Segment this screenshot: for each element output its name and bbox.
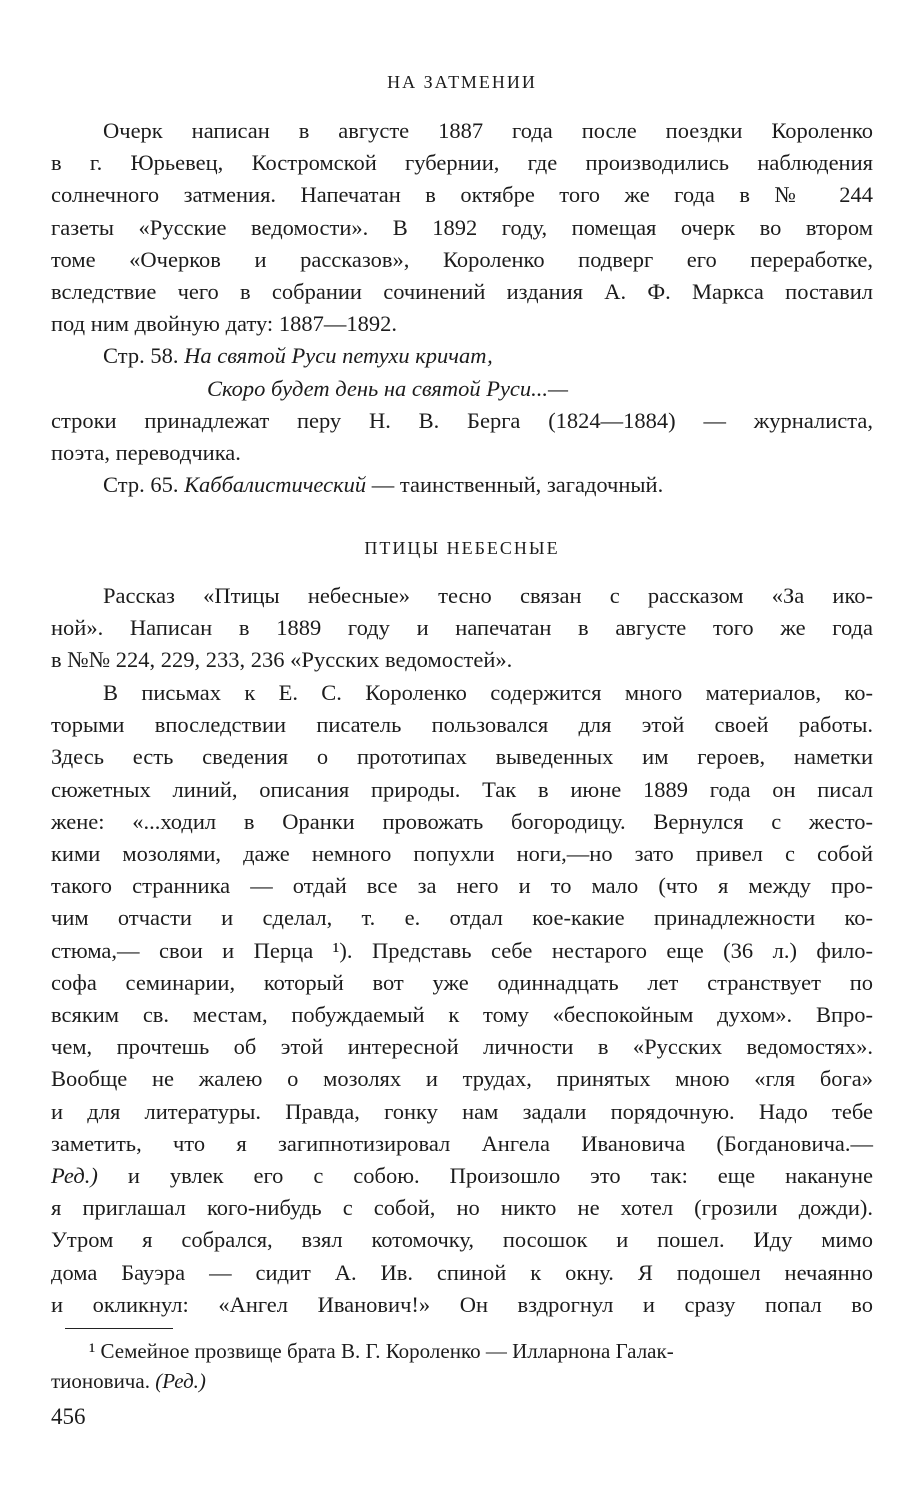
text-line: заметить, что я загипнотизировал Ангела Ивановича (Богдановича.— bbox=[51, 1130, 873, 1156]
text-line: жене: «...ходил в Оранки провожать богородицу. Вернулся с жесто- bbox=[51, 808, 873, 834]
section1-paragraph bbox=[51, 115, 873, 501]
note-term: Каббалистический bbox=[184, 472, 367, 498]
text-line: в г. Юрьевец, Костромской губернии, где производились наблюдения bbox=[51, 150, 873, 176]
text-line bbox=[51, 1160, 873, 1192]
footnote-line: ¹ Семейное прозвище брата В. Г. Короленко — Илларнона Галак- bbox=[89, 1339, 674, 1363]
text-line: Здесь есть сведения о прототипах выведенных им героев, наметки bbox=[51, 744, 873, 770]
page-number: 456 bbox=[51, 1404, 86, 1429]
text-line: сюжетных линий, описания природы. Так в июне 1889 года он писал bbox=[51, 776, 873, 802]
note-definition: — таинственный, загадочный. bbox=[366, 472, 664, 498]
text-line: строки принадлежат перу Н. В. Берга (1824—1884) — журналиста, bbox=[51, 407, 873, 433]
footnote-divider bbox=[65, 1328, 173, 1329]
text-line: Вообще не жалею о мозолях и трудах, принятых мною «гля бога» bbox=[51, 1066, 873, 1092]
section2-paragraph-1 bbox=[51, 580, 873, 677]
section-title-ptitsy-nebesnye: ПТИЦЫ НЕБЕСНЫЕ bbox=[364, 538, 560, 558]
text-line: ной». Написан в 1889 году и напечатан в августе того же года bbox=[51, 615, 873, 641]
text-line: дома Бауэра — сидит А. Ив. спиной к окну. Я подошел нечаянно bbox=[51, 1259, 873, 1285]
note-line bbox=[51, 373, 873, 405]
footnote bbox=[51, 1336, 873, 1396]
footnote-text: тионовича. bbox=[51, 1369, 156, 1393]
text-line: чим отчасти и сделал, т. е. отдал кое-какие принадлежности ко- bbox=[51, 905, 873, 931]
text-line: я приглашал кого-нибудь с собой, но никто не хотел (грозили дожди). bbox=[51, 1195, 873, 1221]
note-line bbox=[51, 469, 873, 501]
note-prefix: Стр. 58. bbox=[103, 343, 179, 369]
text-line: Утром я собрался, взял котомочку, посошок и пошел. Иду мимо bbox=[51, 1227, 873, 1253]
note-prefix: Стр. 65. bbox=[103, 472, 179, 498]
text-line: торыми впоследствии писатель пользовался для этой своей работы. bbox=[51, 712, 873, 738]
text-line: такого странника — отдай все за него и то мало (что я между про- bbox=[51, 873, 873, 899]
verse-line: Скоро будет день на святой Руси...— bbox=[207, 375, 569, 401]
text-line: и окликнул: «Ангел Иванович!» Он вздрогнул и сразу попал во bbox=[51, 1291, 873, 1317]
text-line: под ним двойную дату: 1887—1892. bbox=[51, 311, 397, 337]
footnote-editor-note: (Ред.) bbox=[155, 1369, 206, 1393]
text-line: газеты «Русские ведомости». В 1892 году, помещая очерк во втором bbox=[51, 214, 873, 240]
text-line: Очерк написан в августе 1887 года после поездки Короленко bbox=[103, 118, 873, 143]
text-line: в №№ 224, 229, 233, 236 «Русских ведомостей». bbox=[51, 647, 513, 673]
text-line: кими мозолями, даже немного попухли ноги,—но зато привел с собой bbox=[51, 841, 873, 867]
text-line: вследствие чего в собрании сочинений издания А. Ф. Маркса поставил bbox=[51, 279, 873, 305]
text-line: и для литературы. Правда, гонку нам задали порядочную. Надо тебе bbox=[51, 1098, 873, 1124]
text-line: солнечного затмения. Напечатан в октябре того же года в № 244 bbox=[51, 182, 873, 208]
note-line bbox=[51, 340, 873, 372]
section2-paragraph-2 bbox=[51, 677, 873, 1321]
text-line: софа семинарии, который вот уже одиннадцать лет странствует по bbox=[51, 969, 873, 995]
text-line: томе «Очерков и рассказов», Короленко подверг его переработке, bbox=[51, 246, 873, 272]
editor-note: Ред.) bbox=[51, 1163, 98, 1189]
text-line: Рассказ «Птицы небесные» тесно связан с рассказом «За ико- bbox=[103, 583, 873, 608]
text-line: поэта, переводчика. bbox=[51, 440, 241, 466]
text-line: чем, прочтешь об этой интересной личности в «Русских ведомостях». bbox=[51, 1034, 873, 1060]
text-line: всяким св. местам, побуждаемый к тому «беспокойным духом». Впро- bbox=[51, 1002, 873, 1028]
text-line: стюма,— свои и Перца ¹). Представь себе нестарого еще (36 л.) фило- bbox=[51, 937, 873, 963]
section-title-na-zatmenii: НА ЗАТМЕНИИ bbox=[387, 72, 537, 92]
verse-line: На святой Руси петухи кричат, bbox=[184, 343, 493, 369]
text-line: В письмах к Е. С. Короленко содержится много материалов, ко- bbox=[103, 680, 873, 705]
text-fragment: и увлек его с собою. Произошло это так: еще накануне bbox=[97, 1163, 873, 1189]
footnote-line bbox=[51, 1366, 873, 1396]
